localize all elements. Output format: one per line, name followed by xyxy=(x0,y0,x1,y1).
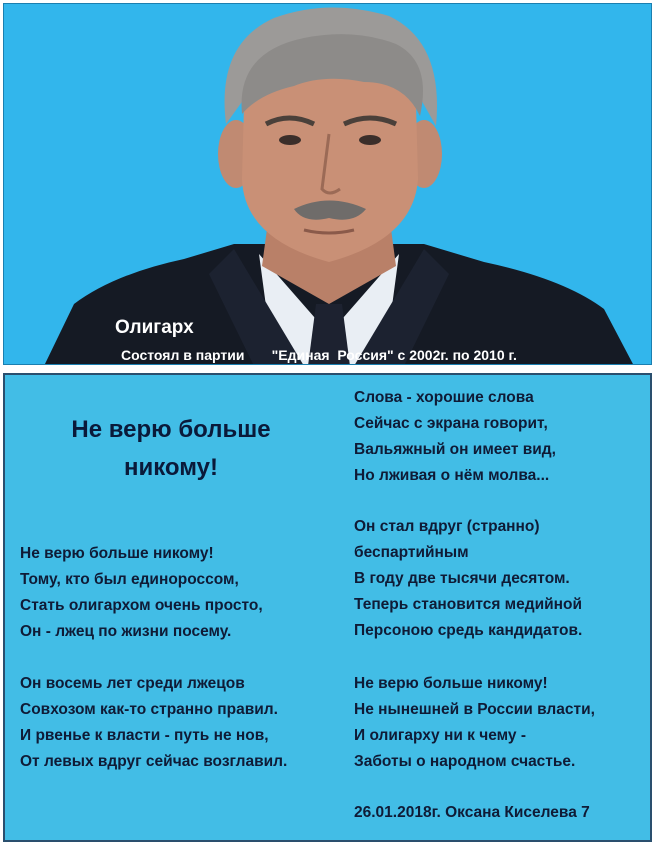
poem-line: Не нынешней в России власти, xyxy=(354,701,595,718)
poem-line: Не верю больше никому! xyxy=(354,675,548,692)
poem-title-line: Не верю больше xyxy=(71,416,271,443)
poem-title-line: никому! xyxy=(123,454,219,481)
poem-line: беспартийным xyxy=(354,544,469,561)
caption-party-line: Состоял в партии "Единая Россия" с 2002г. по 2010 г. xyxy=(121,347,517,363)
caption-title: Олигарх xyxy=(115,317,194,338)
portrait-panel xyxy=(3,3,652,365)
poem-line: Совхозом как-то странно правил. xyxy=(20,701,278,718)
poem-line: Теперь становится медийной xyxy=(354,596,583,613)
poem-line: Стать олигархом очень просто, xyxy=(20,597,263,614)
poem-line: Не верю больше никому! xyxy=(20,545,214,562)
stanza-2 xyxy=(20,671,287,775)
poem-line: Персоною средь кандидатов. xyxy=(354,622,583,639)
poem-line: Он - лжец по жизни посему. xyxy=(20,623,232,640)
stanza-4 xyxy=(354,514,582,644)
poem-line: И рвенье к власти - путь не нов, xyxy=(20,727,269,744)
poem-line: В году две тысячи десятом. xyxy=(354,570,570,587)
poem-line: Тому, кто был единороссом, xyxy=(20,571,239,588)
poem-line: Сейчас с экрана говорит, xyxy=(354,415,548,432)
stanza-1 xyxy=(20,541,263,645)
man-portrait xyxy=(4,4,652,365)
poem-title xyxy=(21,411,321,487)
signature: 26.01.2018г. Оксана Киселева 7 xyxy=(354,804,590,821)
poem-line: От левых вдруг сейчас возглавил. xyxy=(20,753,288,770)
poem-line: Вальяжный он имеет вид, xyxy=(354,441,556,458)
poem-line: Заботы о народном счастье. xyxy=(354,753,576,770)
poem-line: Он стал вдруг (странно) xyxy=(354,518,540,535)
poem-line: Но лживая о нём молва... xyxy=(354,467,550,484)
stanza-3 xyxy=(354,385,556,489)
poem-line: И олигарху ни к чему - xyxy=(354,727,527,744)
poem-panel xyxy=(3,373,652,842)
poem-line: Слова - хорошие слова xyxy=(354,389,534,406)
poem-line: Он восемь лет среди лжецов xyxy=(20,675,245,692)
stanza-5 xyxy=(354,671,595,775)
